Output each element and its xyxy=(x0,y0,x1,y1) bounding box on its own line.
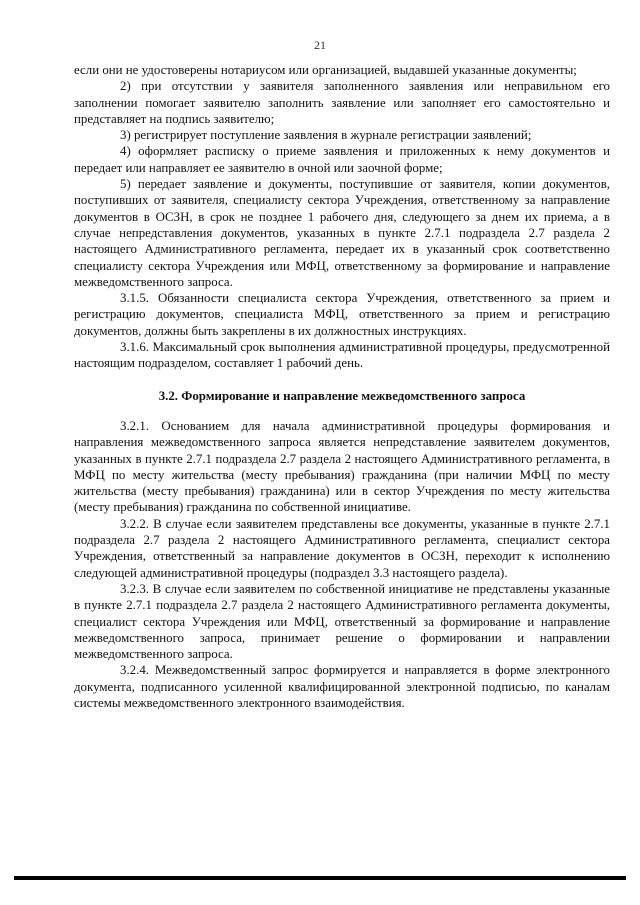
paragraph: 3.2.4. Межведомственный запрос формируется и направляется в форме электронного документа, подписанного усиленной квалифицированной электронной подписью, по каналам системы межведомственного электронного взаимодействия. xyxy=(74,663,610,710)
paragraph: 3.2.3. В случае если заявителем по собственной инициативе не представлены указанные в пункте 2.7.1 подраздела 2.7 раздела 2 настоящего Административного регламента документы, специалист сектора Учреждения или МФЦ, ответственный за формирование и направление межведомственного запроса, принимает решение о формировании и направлении межведомственного запроса. xyxy=(74,581,610,662)
paragraph: 3) регистрирует поступление заявления в журнале регистрации заявлений; xyxy=(120,128,532,143)
bottom-rule xyxy=(14,876,626,880)
paragraph: 2) при отсутствии у заявителя заполненного заявления или неправильном его заполнении помогает заявителю заполнить заявление или заполняет его самостоятельно и представляет на подпись заявителю; xyxy=(74,79,610,126)
paragraph: 4) оформляет расписку о приеме заявления и приложенных к нему документов и передает или направляет ее заявителю в очной или заочной форме; xyxy=(74,144,610,175)
section-heading: 3.2. Формирование и направление межведомственного запроса xyxy=(158,388,526,403)
document-body xyxy=(74,62,610,711)
paragraph: 3.1.5. Обязанности специалиста сектора Учреждения, ответственного за прием и регистрацию документов, специалиста МФЦ, ответственного за прием и регистрацию документов, должны быть закреплены в их должностных инструкциях. xyxy=(74,291,610,338)
paragraph: 3.2.1. Основанием для начала административной процедуры формирования и направления межведомственного запроса является непредставление заявителем документов, указанных в пункте 2.7.1 подраздела 2.7 раздела 2 настоящего Административного регламента, в МФЦ по месту жительства (месту пребывания) гражданина (при наличии МФЦ по месту жительства (месту пребывания) гражданина) или в сектор Учреждения по месту жительства (месту пребывания) гражданина по собственной инициативе. xyxy=(74,418,610,515)
paragraph: если они не удостоверены нотариусом или организацией, выдавшей указанные документы; xyxy=(74,63,577,77)
paragraph: 3.1.6. Максимальный срок выполнения административной процедуры, предусмотренной настоящим подразделом, составляет 1 рабочий день. xyxy=(74,340,610,371)
paragraph: 3.2.2. В случае если заявителем представлены все документы, указанные в пункте 2.7.1 подраздела 2.7 раздела 2 настоящего Административного регламента, специалист сектора Учреждения, ответственный за направление документов в ОСЗН, переходит к исполнению следующей административной процедуры (подраздел 3.3 настоящего раздела). xyxy=(74,516,610,580)
page-number: 21 xyxy=(314,38,326,52)
paragraph: 5) передает заявление и документы, поступившие от заявителя, копии документов, поступивших от заявителя, специалисту сектора Учреждения, ответственному за направление документов в ОСЗН, в срок не позднее 1 рабочего дня, следующего за днем их приема, а в случае непредставления документов, указанных в пункте 2.7.1 подраздела 2.7 раздела 2 настоящего Административного регламента, передает их в указанный срок соответственно специалисту сектора Учреждения или МФЦ, ответственному за формирование и направление межведомственного запроса. xyxy=(74,177,610,289)
